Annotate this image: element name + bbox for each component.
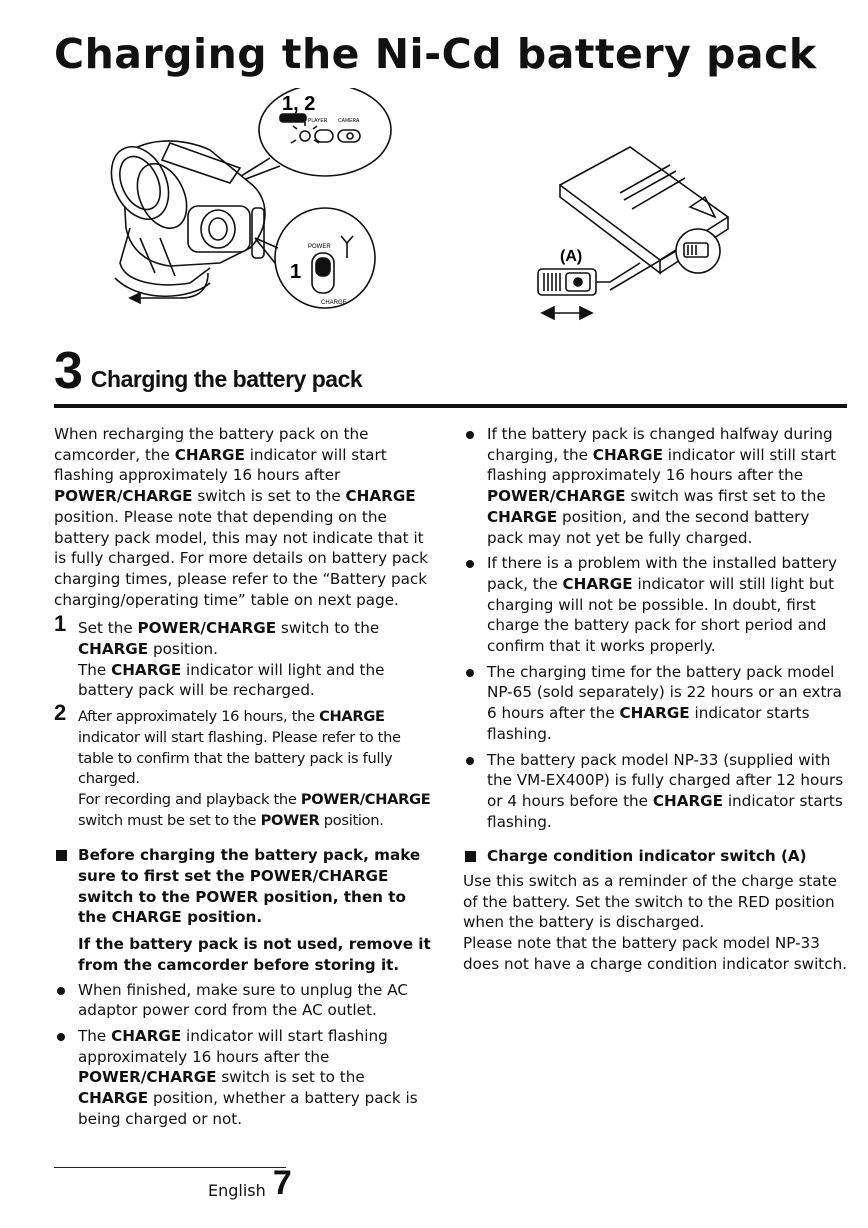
step-1-line-2: The CHARGE indicator will light and the battery pack will be recharged.	[78, 660, 385, 700]
step-1-item	[54, 611, 434, 701]
right-column	[463, 424, 848, 975]
bullet-item	[463, 750, 848, 833]
step-2-line-1: After approximately 16 hours, the CHARGE indicator will start flashing. Please refer to the table to confirm that the battery pack is fully charged.	[78, 708, 401, 788]
intro-paragraph: When recharging the battery pack on the camcorder, the CHARGE indicator will start flashing approximately 16 hours after POWER/CHARGE switch is set to the CHARGE position. Please note that depending on the battery pack model, this may not indicate that it is fully charged. For more details on battery pack charging times, please refer to the “Battery pack charging/operating time” table on next page.	[54, 425, 428, 609]
bullet-text: The CHARGE indicator will start flashing approximately 16 hours after the POWER/CHARGE switch is set to the CHARGE position, whether a battery pack is being charged or not.	[78, 1026, 418, 1128]
bullet-dot-icon	[57, 1033, 65, 1041]
bullet-item	[463, 553, 848, 657]
camera-mode-label: CAMERA	[338, 118, 360, 124]
step-1-line-1: Set the POWER/CHARGE switch to the CHARGE position.	[78, 619, 380, 659]
bullet-text: When finished, make sure to unplug the AC adaptor power cord from the AC outlet.	[78, 980, 408, 1020]
bullet-item	[54, 980, 434, 1021]
left-column	[54, 424, 434, 1135]
charge-label: CHARGE	[321, 300, 347, 306]
section-heading: Charge condition indicator switch (A)	[487, 847, 807, 866]
step-number: 3	[54, 342, 83, 400]
switch-a-label: (A)	[560, 248, 583, 265]
square-bullet-icon	[465, 851, 476, 862]
heading-rule	[54, 404, 847, 408]
bullet-text: If the battery pack is changed halfway during charging, the CHARGE indicator will still start flashing approximately 16 hours after the POWER/CHARGE switch was first set to the CHARGE position, and the second battery pack may not yet be fully charged.	[487, 425, 837, 547]
warning-block	[54, 845, 434, 975]
page-footer	[208, 1166, 292, 1200]
bullet-item	[463, 662, 848, 745]
bullet-dot-icon	[466, 669, 474, 677]
bullet-item	[463, 424, 848, 548]
section-paragraph: Use this switch as a reminder of the charge state of the battery. Set the switch to the RED position when the battery is discharged.	[463, 872, 837, 932]
page-number: 7	[272, 1164, 292, 1202]
bullet-dot-icon	[466, 757, 474, 765]
step-title: Charging the battery pack	[90, 366, 363, 392]
bullet-item	[54, 1026, 434, 1130]
step-2-number: 2	[54, 700, 66, 726]
bullet-dot-icon	[466, 431, 474, 439]
camcorder-illustration	[100, 88, 410, 313]
warning-heading: Before charging the battery pack, make sure to first set the POWER/CHARGE switch to the POWER position, then to the CHARGE position.	[78, 846, 421, 927]
power-label: POWER	[308, 244, 331, 250]
callout-label-1: 1	[290, 261, 302, 283]
player-mode-label: PLAYER	[308, 118, 328, 124]
bullet-text: If there is a problem with the installed battery pack, the CHARGE indicator will still light but charging will not be possible. In doubt, first charge the battery pack for short period and confirm that it works properly.	[487, 554, 837, 656]
step-2-item	[54, 700, 434, 831]
battery-pack-illustration	[520, 145, 740, 325]
bullet-text: The charging time for the battery pack model NP-65 (sold separately) is 22 hours or an extra 6 hours after the CHARGE indicator starts flashing.	[487, 662, 842, 743]
footer-language: English	[208, 1181, 266, 1200]
callout-label-1-2: 1, 2	[282, 93, 316, 115]
step-1-number: 1	[54, 611, 67, 637]
bullet-dot-icon	[57, 987, 65, 995]
bullet-dot-icon	[466, 560, 474, 568]
square-bullet-icon	[56, 850, 67, 861]
section-paragraph: Please note that the battery pack model NP-33 does not have a charge condition indicator switch.	[463, 934, 848, 973]
page-title: Charging the Ni-Cd battery pack	[54, 30, 817, 78]
step-heading	[54, 342, 363, 400]
step-2-line-2: For recording and playback the POWER/CHARGE switch must be set to the POWER position.	[78, 790, 431, 829]
section-heading-block	[463, 846, 848, 867]
bullet-text: The battery pack model NP-33 (supplied with the VM-EX400P) is fully charged after 12 hours or 4 hours before the CHARGE indicator starts flashing.	[487, 750, 844, 831]
warning-subheading: If the battery pack is not used, remove it from the camcorder before storing it.	[78, 935, 431, 974]
